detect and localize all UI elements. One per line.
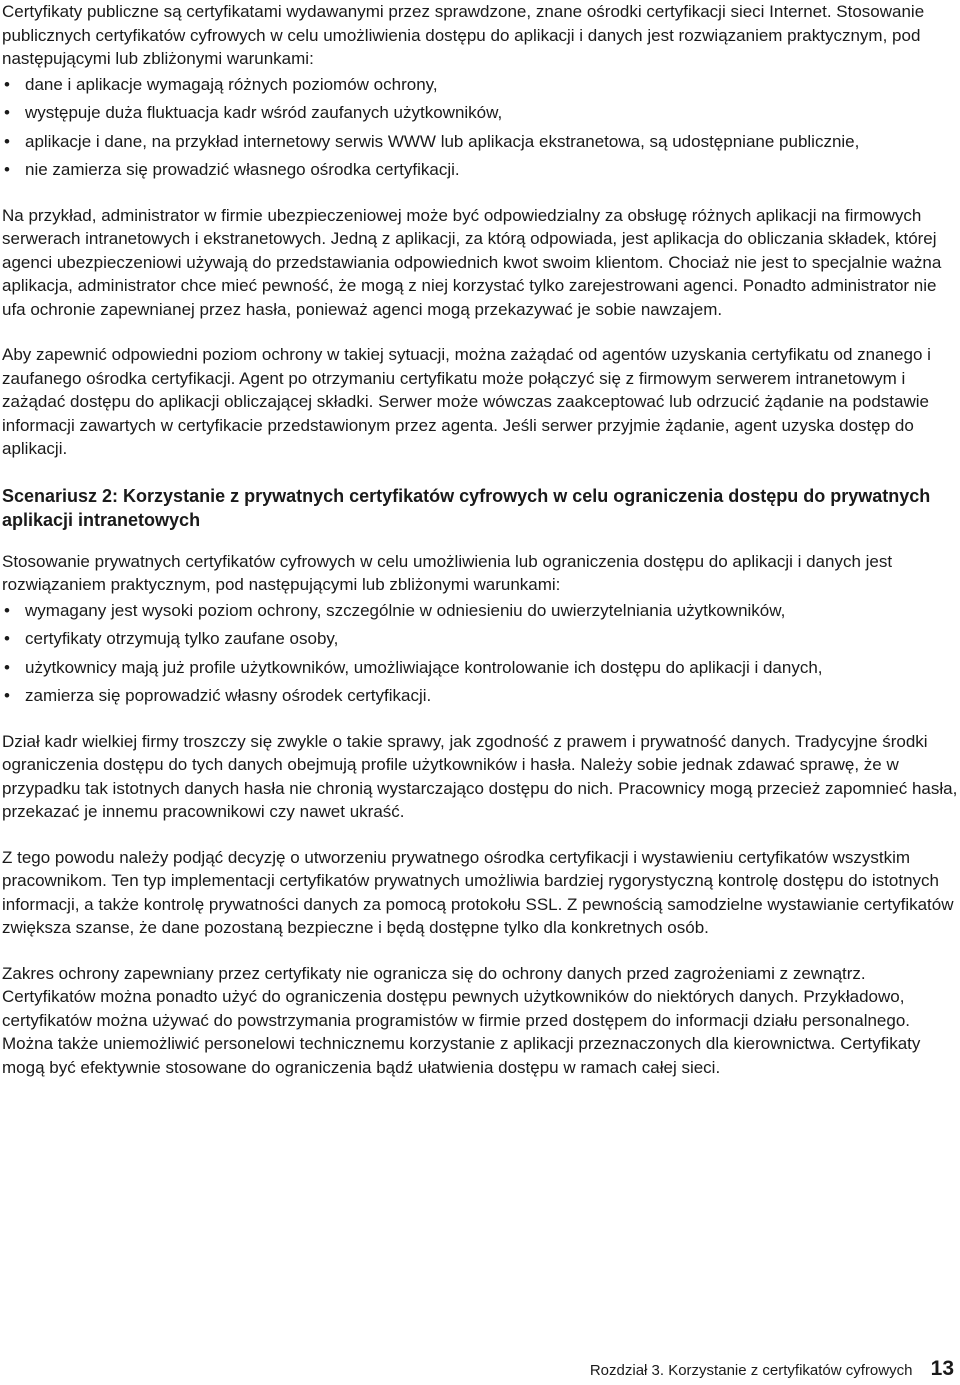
bullet-icon: • [4,103,10,122]
page-footer [590,1357,954,1383]
list-item [0,684,960,708]
list-item-text: zamierza się poprowadzić własny ośrodek certyfikacji. [25,686,432,705]
private-conditions-list [0,599,960,708]
scenario-heading: Scenariusz 2: Korzystanie z prywatnych certyfikatów cyfrowych w celu ograniczenia dostępu do prywatnych aplikacji intranetowych [2,485,931,530]
scope-paragraph: Zakres ochrony zapewniany przez certyfikaty nie ogranicza się do ochrony danych przed zagrożeniami z zewnątrz. Certyfikatów można ponadto użyć do ograniczenia dostępu pewnych użytkowników do niektórych danych. Przykładowo, certyfikatów można używać do powstrzymania programistów w firmie przed dostępem do informacji działu personalnego. Można także uniemożliwić personelowi technicznemu korzystanie z aplikacji przeznaczonych dla kierownictwa. Certyfikaty mogą być efektywnie stosowane do ograniczenia bądź ułatwienia dostępu w ramach całej sieci. [2,963,921,1077]
list-item-text: aplikacje i dane, na przykład internetowy serwis WWW lub aplikacja ekstranetowa, są udostępniane publicznie, [25,131,860,151]
private-intro-paragraph: Stosowanie prywatnych certyfikatów cyfrowych w celu umożliwienia lub ograniczenia dostępu do aplikacji i danych jest rozwiązaniem praktycznym, pod następującymi lub zbliżonymi warunkami: [2,551,893,594]
bullet-icon: • [4,657,10,677]
public-conditions-list [0,73,960,182]
bullet-icon: • [4,686,10,705]
page-number: 13 [930,1357,954,1380]
list-item [0,130,960,154]
list-item-text: użytkownicy mają już profile użytkowników, umożliwiające kontrolowanie ich dostępu do aplikacji i danych, [25,657,823,677]
decision-paragraph: Z tego powodu należy podjąć decyzję o utworzeniu prywatnego ośrodka certyfikacji i wystawieniu certyfikatów wszystkim pracownikom. Ten typ implementacji certyfikatów prywatnych umożliwia bardziej rygorystyczną kontrolę dostępu do istotnych informacji, a także kontrolę prywatności danych za pomocą protokołu SSL. Z pewnością samodzielne wystawianie certyfikatów zwiększa szanse, że dane pozostaną bezpieczne i będą dostępne tylko dla konkretnych osób. [2,847,954,937]
bullet-icon: • [4,629,10,648]
list-item [0,101,960,125]
list-item-text: dane i aplikacje wymagają różnych poziomów ochrony, [25,74,438,94]
list-item [0,656,960,680]
bullet-icon: • [4,131,10,151]
bullet-icon: • [4,600,10,620]
bullet-icon: • [4,160,10,179]
example-paragraph: Na przykład, administrator w firmie ubezpieczeniowej może być odpowiedzialny za obsługę różnych aplikacji na firmowych serwerach intranetowych i ekstranetowych. Jedną z aplikacji, za którą odpowiada, jest aplikacja do obliczania składek, której agenci ubezpieczeniowi używają do przedstawiania odpowiednich kwot swoim klientom. Chociaż nie jest to specjalnie ważna aplikacja, administrator chce mieć pewność, że mogą z niej korzystać tylko zarejestrowani agenci. Ponadto administrator nie ufa ochronie zapewnianej przez hasła, ponieważ agenci mogą przekazywać je sobie nawzajem. [2,205,942,319]
list-item-text: występuje duża fluktuacja kadr wśród zaufanych użytkowników, [25,103,503,122]
list-item [0,158,960,182]
list-item-text: certyfikaty otrzymują tylko zaufane osoby, [25,629,339,648]
hr-paragraph: Dział kadr wielkiej firmy troszczy się zwykle o takie sprawy, jak zgodność z prawem i prywatność danych. Tradycyjne środki ograniczenia dostępu do tych danych obejmują profile użytkowników i hasła. Należy sobie jednak zdawać sprawę, że w przypadku tak istotnych danych hasła nie chronią wystarczająco dostępu do nich. Pracownicy mogą przecież zapomnieć hasła, przekazać je innemu pracownikowi czy nawet ukraść. [2,731,958,821]
bullet-icon: • [4,74,10,94]
chapter-title: Rozdział 3. Korzystanie z certyfikatów cyfrowych [589,1362,913,1379]
intro-paragraph: Certyfikaty publiczne są certyfikatami wydawanymi przez sprawdzone, znane ośrodki certyfikacji sieci Internet. Stosowanie publicznych certyfikatów cyfrowych w celu umożliwienia dostępu do aplikacji i danych jest rozwiązaniem praktycznym, pod następującymi lub zbliżonymi warunkami: [2,2,925,68]
list-item-text: nie zamierza się prowadzić własnego ośrodka certyfikacji. [25,160,460,179]
protection-paragraph: Aby zapewnić odpowiedni poziom ochrony w takiej sytuacji, można zażądać od agentów uzyskania certyfikatu od znanego i zaufanego ośrodka certyfikacji. Agent po otrzymaniu certyfikatu może połączyć się z firmowym serwerem intranetowym i zażądać dostępu do aplikacji obliczającej składki. Serwer może wówczas zaakceptować lub odrzucić żądanie na podstawie informacji zawartych w certyfikacie przedstawionym przez agenta. Jeśli serwer przyjmie żądanie, agent uzyska dostęp do aplikacji. [2,345,931,458]
list-item [0,73,960,97]
list-item-text: wymagany jest wysoki poziom ochrony, szczególnie w odniesieniu do uwierzytelniania użytkowników, [25,600,786,620]
list-item [0,627,960,651]
list-item [0,599,960,623]
